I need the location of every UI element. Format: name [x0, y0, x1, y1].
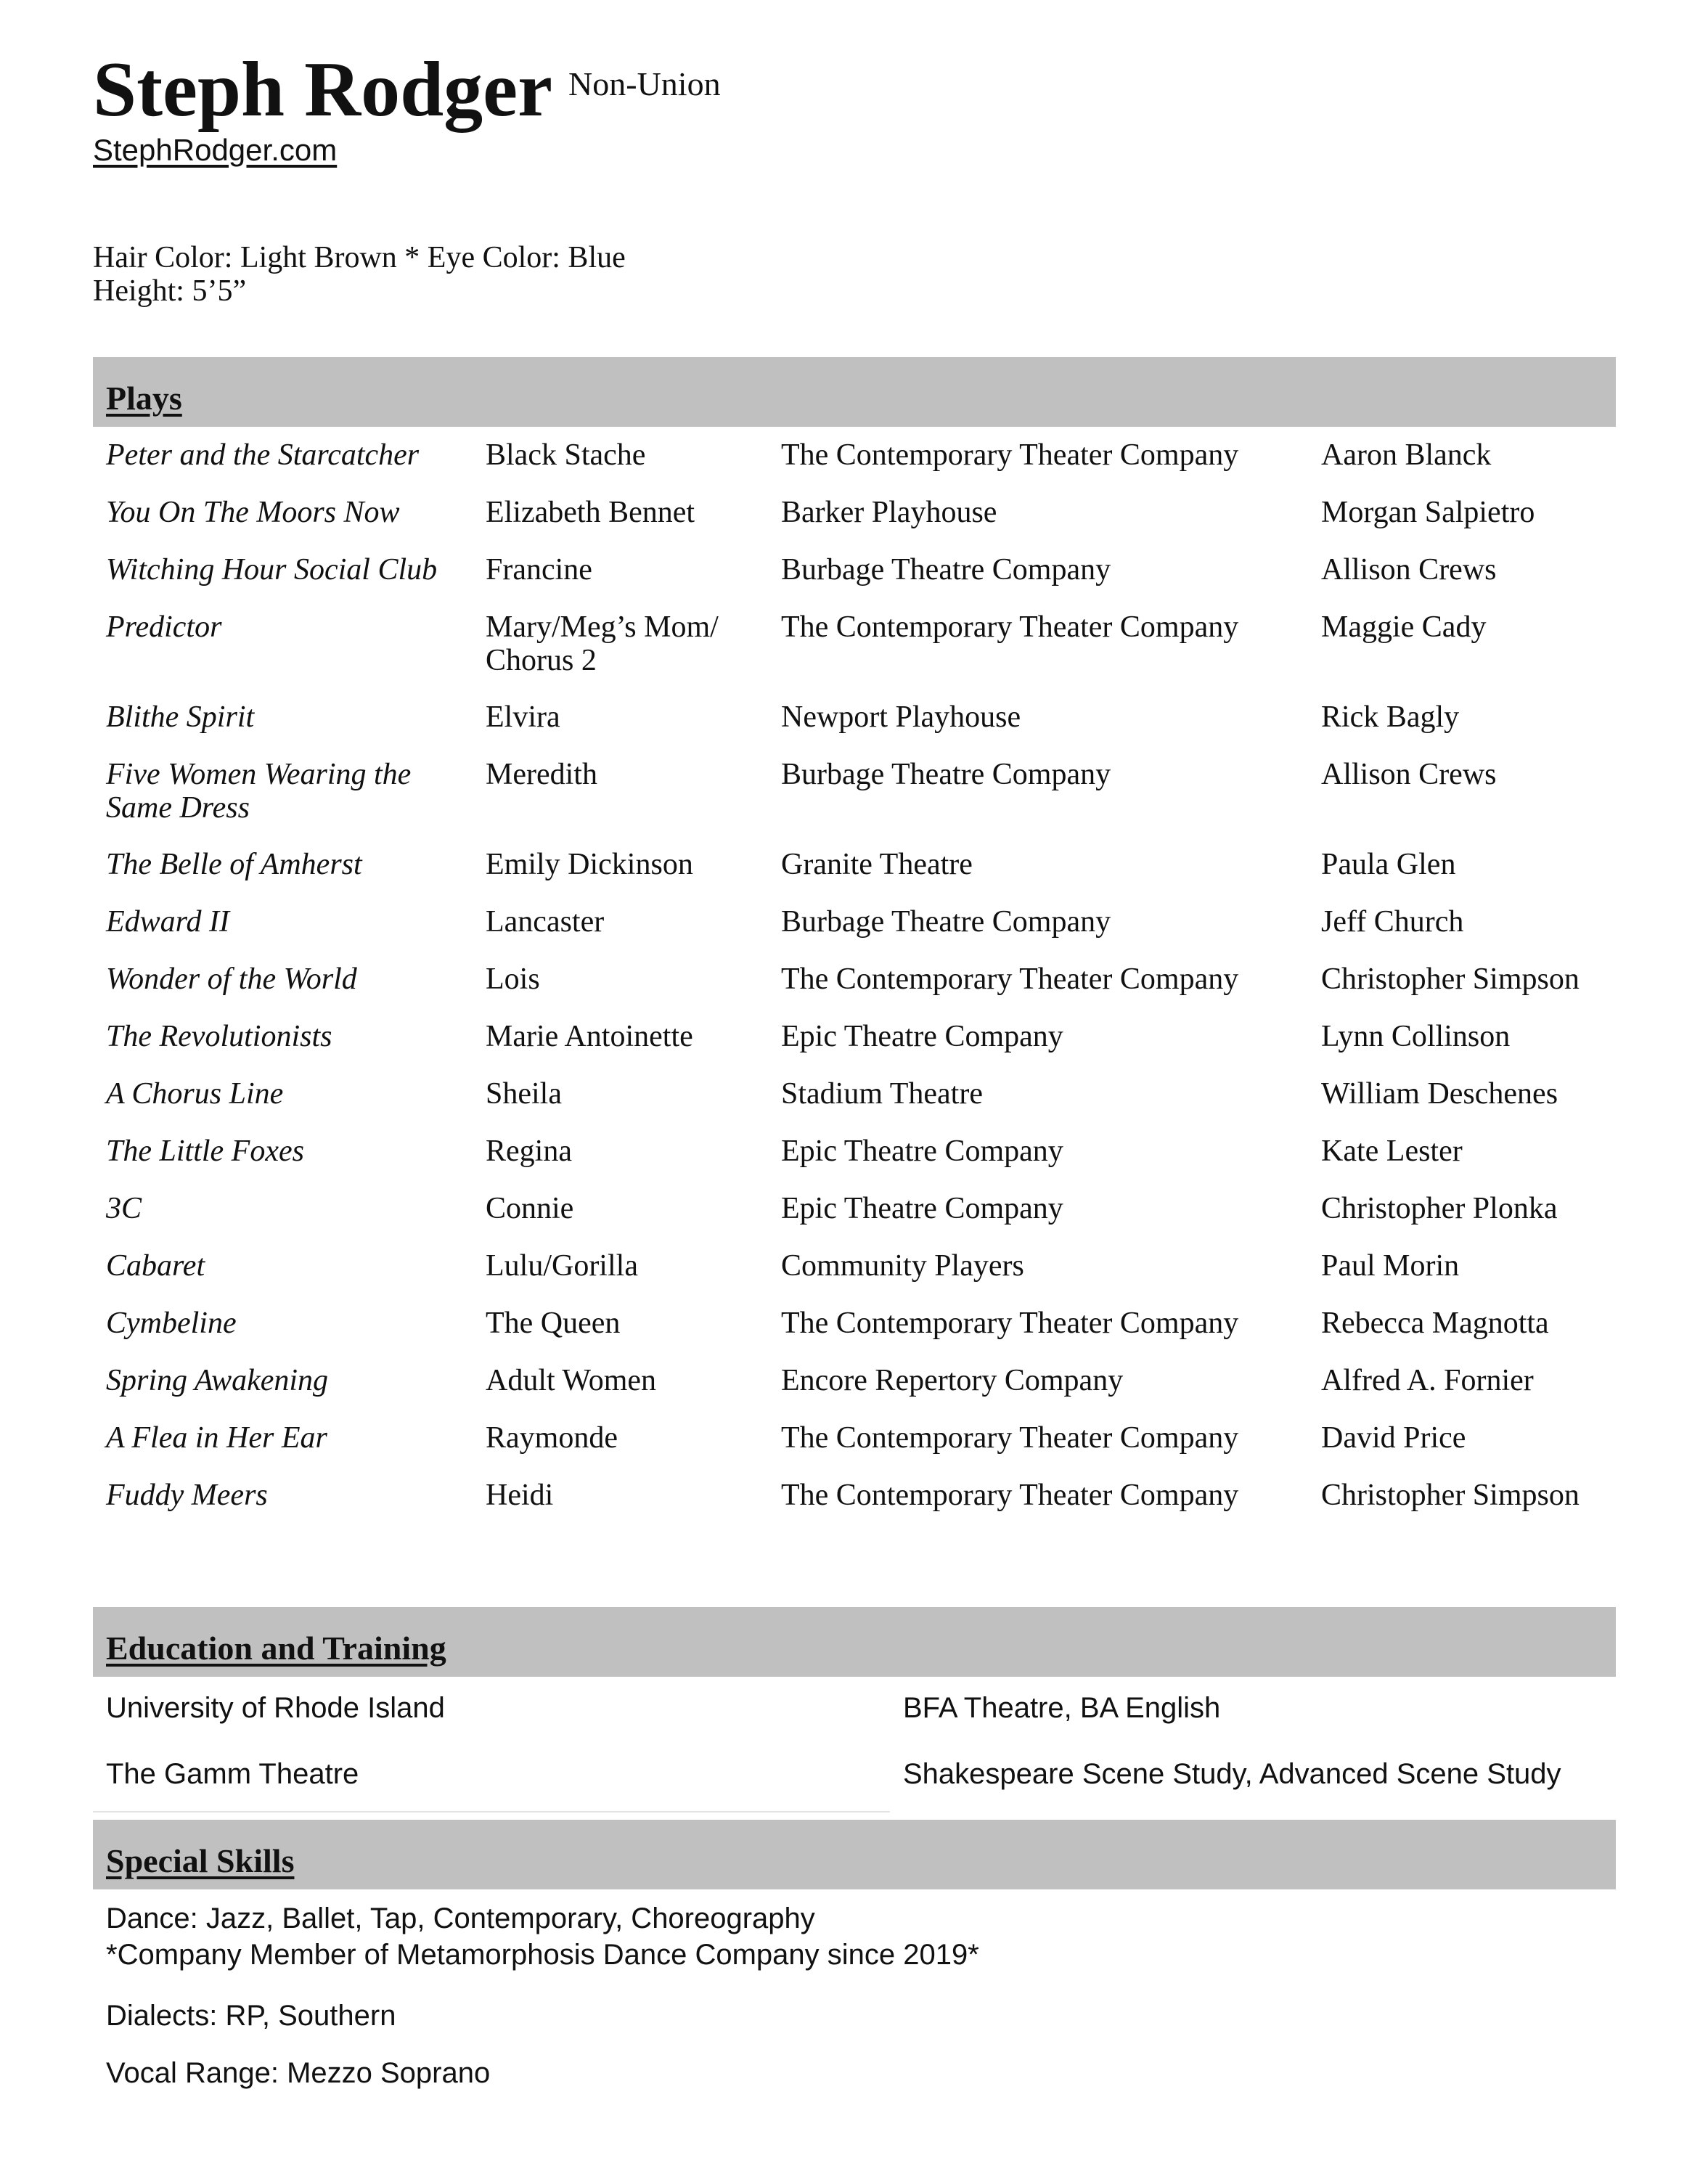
play-title: The Little Foxes [106, 1135, 304, 1168]
table-row [106, 1020, 1616, 1053]
play-director: Allison Crews [1321, 758, 1497, 791]
play-director: Paul Morin [1321, 1249, 1460, 1283]
play-director: Paula Glen [1321, 848, 1456, 881]
play-company: Epic Theatre Company [781, 1192, 1063, 1225]
actor-name [93, 46, 721, 133]
height: Height: 5’5” [93, 274, 247, 308]
table-row [106, 1135, 1616, 1168]
play-director: Christopher Simpson [1321, 1479, 1580, 1512]
play-role: Francine [486, 553, 592, 586]
play-title: Five Women Wearing the Same Dress [106, 758, 412, 825]
play-company: Encore Repertory Company [781, 1364, 1124, 1397]
play-title: A Flea in Her Ear [106, 1421, 327, 1455]
play-title: The Belle of Amherst [106, 848, 362, 881]
table-row [106, 700, 1616, 734]
play-company: The Contemporary Theater Company [781, 1421, 1239, 1455]
play-role: Lancaster [486, 905, 605, 939]
play-company: The Contemporary Theater Company [781, 1307, 1239, 1340]
education-divider [93, 1811, 890, 1812]
skill-dance: Dance: Jazz, Ballet, Tap, Contemporary, Choreography [106, 1902, 815, 1934]
play-company: Stadium Theatre [781, 1077, 983, 1111]
play-company: The Contemporary Theater Company [781, 438, 1239, 472]
play-role: Meredith [486, 758, 597, 791]
table-row [106, 553, 1616, 586]
list-item [106, 1757, 1616, 1791]
play-company: The Contemporary Theater Company [781, 610, 1239, 644]
union-status: Non-Union [568, 65, 721, 102]
play-title: You On The Moors Now [106, 496, 400, 529]
play-title: A Chorus Line [106, 1077, 284, 1111]
play-title: The Revolutionists [106, 1020, 332, 1053]
play-role: Lulu/Gorilla [486, 1249, 638, 1283]
table-row [106, 1479, 1616, 1512]
table-row [106, 1077, 1616, 1111]
physical-stats [93, 241, 626, 308]
play-role: Raymonde [486, 1421, 618, 1455]
play-director: Kate Lester [1321, 1135, 1463, 1168]
play-role: Emily Dickinson [486, 848, 693, 881]
play-director: Christopher Simpson [1321, 962, 1580, 996]
play-director: Lynn Collinson [1321, 1020, 1511, 1053]
play-role: Sheila [486, 1077, 562, 1111]
skill-dialects: Dialects: RP, Southern [106, 2000, 396, 2032]
play-title: Cabaret [106, 1249, 205, 1283]
play-director: Rebecca Magnotta [1321, 1307, 1549, 1340]
play-role: Elizabeth Bennet [486, 496, 695, 529]
table-row [106, 1192, 1616, 1225]
play-role: Elvira [486, 700, 560, 734]
hair-eye-color: Hair Color: Light Brown * Eye Color: Blue [93, 241, 626, 274]
play-director: Morgan Salpietro [1321, 496, 1535, 529]
play-role: Marie Antoinette [486, 1020, 693, 1053]
table-row [106, 1364, 1616, 1397]
play-company: Epic Theatre Company [781, 1135, 1063, 1168]
play-role: Connie [486, 1192, 574, 1225]
plays-section-header [93, 357, 1616, 427]
play-role: Mary/Meg’s Mom/ Chorus 2 [486, 610, 719, 677]
play-title: Wonder of the World [106, 962, 357, 996]
play-title: Blithe Spirit [106, 700, 255, 734]
table-row [106, 438, 1616, 472]
education-school: The Gamm Theatre [106, 1758, 359, 1790]
table-row [106, 1307, 1616, 1340]
plays-section-title: Plays [106, 380, 182, 417]
skills-section-title: Special Skills [106, 1842, 295, 1879]
play-director: Maggie Cady [1321, 610, 1487, 644]
table-row [106, 610, 1616, 677]
table-row [106, 905, 1616, 939]
website-link[interactable]: StephRodger.com [93, 133, 338, 167]
actor-name-text: Steph Rodger [93, 46, 553, 133]
play-title: Witching Hour Social Club [106, 553, 438, 586]
play-company: Epic Theatre Company [781, 1020, 1063, 1053]
play-company: Community Players [781, 1249, 1024, 1283]
table-row [106, 962, 1616, 996]
play-role: Adult Women [486, 1364, 656, 1397]
play-role: Regina [486, 1135, 572, 1168]
play-company: The Contemporary Theater Company [781, 962, 1239, 996]
play-director: Alfred A. Fornier [1321, 1364, 1534, 1397]
table-row [106, 496, 1616, 529]
table-row [106, 848, 1616, 881]
table-row [106, 1421, 1616, 1455]
table-row [106, 1249, 1616, 1283]
play-company: Burbage Theatre Company [781, 758, 1111, 791]
play-company: Burbage Theatre Company [781, 905, 1111, 939]
play-director: David Price [1321, 1421, 1466, 1455]
play-title: 3C [106, 1192, 142, 1225]
play-title: Fuddy Meers [106, 1479, 268, 1512]
play-director: William Deschenes [1321, 1077, 1558, 1111]
play-role: Heidi [486, 1479, 554, 1512]
play-company: The Contemporary Theater Company [781, 1479, 1239, 1512]
skill-company-member: *Company Member of Metamorphosis Dance Company since 2019* [106, 1939, 979, 1971]
play-role: The Queen [486, 1307, 621, 1340]
play-director: Christopher Plonka [1321, 1192, 1558, 1225]
play-title: Peter and the Starcatcher [106, 438, 420, 472]
play-director: Jeff Church [1321, 905, 1464, 939]
education-school: University of Rhode Island [106, 1692, 445, 1724]
education-detail: Shakespeare Scene Study, Advanced Scene Study [903, 1758, 1561, 1790]
education-section-title: Education and Training [106, 1630, 446, 1667]
play-title: Edward II [106, 905, 229, 939]
table-row [106, 758, 1616, 825]
play-title: Spring Awakening [106, 1364, 329, 1397]
plays-table [106, 438, 1616, 1536]
education-detail: BFA Theatre, BA English [903, 1692, 1221, 1724]
skill-vocal-range: Vocal Range: Mezzo Soprano [106, 2057, 491, 2089]
play-role: Lois [486, 962, 540, 996]
play-company: Granite Theatre [781, 848, 973, 881]
skills-section-header [93, 1820, 1616, 1889]
play-director: Aaron Blanck [1321, 438, 1492, 472]
list-item [106, 1691, 1616, 1725]
play-director: Allison Crews [1321, 553, 1497, 586]
play-title: Predictor [106, 610, 222, 644]
play-role: Black Stache [486, 438, 646, 472]
play-company: Barker Playhouse [781, 496, 997, 529]
play-company: Burbage Theatre Company [781, 553, 1111, 586]
play-company: Newport Playhouse [781, 700, 1021, 734]
play-title: Cymbeline [106, 1307, 237, 1340]
education-section-header [93, 1607, 1616, 1677]
play-director: Rick Bagly [1321, 700, 1460, 734]
